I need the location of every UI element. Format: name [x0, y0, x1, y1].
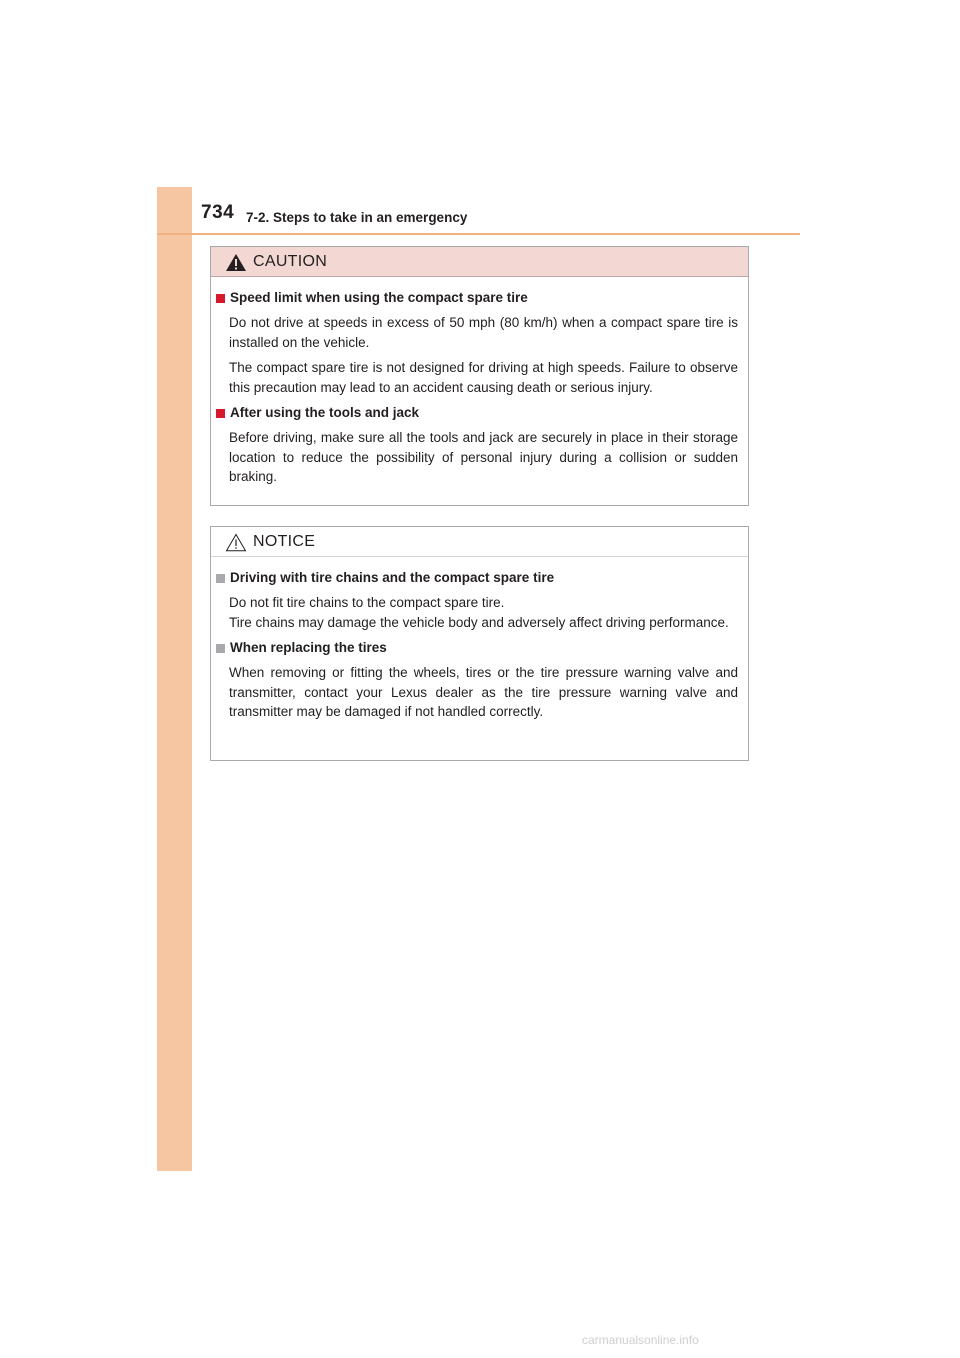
square-bullet-icon: [216, 409, 225, 418]
notice-item-title: When replacing the tires: [216, 638, 738, 658]
warning-triangle-icon: [225, 253, 247, 272]
caution-item: [216, 288, 738, 397]
warning-triangle-outline-icon: [225, 533, 247, 552]
notice-paragraph: Do not fit tire chains to the compact spare tire. Tire chains may damage the vehicle body and adversely affect driving performance.: [229, 595, 729, 630]
watermark: carmanualsonline.info: [582, 1333, 699, 1347]
notice-item-title: Driving with tire chains and the compact spare tire: [216, 568, 738, 588]
header-rule: [157, 233, 800, 235]
caution-paragraph: Before driving, make sure all the tools and jack are securely in place in their storage location to reduce the possibility of personal injury during a collision or sudden braking.: [229, 430, 738, 484]
chapter-side-tab: [157, 187, 192, 1171]
square-bullet-icon: [216, 294, 225, 303]
caution-paragraph: The compact spare tire is not designed for driving at high speeds. Failure to observe this precaution may lead to an accident causing death or serious injury.: [229, 360, 738, 395]
caution-paragraph: Do not drive at speeds in excess of 50 mph (80 km/h) when a compact spare tire is installed on the vehicle.: [229, 315, 738, 350]
page-header: [192, 200, 800, 234]
caution-item-title: Speed limit when using the compact spare tire: [216, 288, 738, 308]
caution-box: [210, 246, 749, 506]
caution-item-title: After using the tools and jack: [216, 403, 738, 423]
notice-header: [211, 527, 748, 557]
square-bullet-icon: [216, 644, 225, 653]
square-bullet-icon: [216, 574, 225, 583]
notice-body: [211, 557, 748, 722]
notice-box: [210, 526, 749, 761]
caution-item: [216, 403, 738, 487]
page-number: 734: [201, 202, 235, 223]
notice-item: [216, 568, 738, 632]
caution-label: CAUTION: [253, 253, 328, 270]
caution-header: [211, 247, 748, 277]
notice-item: [216, 638, 738, 722]
notice-paragraph: When removing or fitting the wheels, tires or the tire pressure warning valve and transmitter, contact your Lexus dealer as the tire pressure warning valve and transmitter may be damaged if not handled correctly.: [229, 665, 738, 719]
notice-label: NOTICE: [253, 533, 316, 550]
caution-body: [211, 277, 748, 487]
section-title: 7-2. Steps to take in an emergency: [246, 210, 468, 225]
